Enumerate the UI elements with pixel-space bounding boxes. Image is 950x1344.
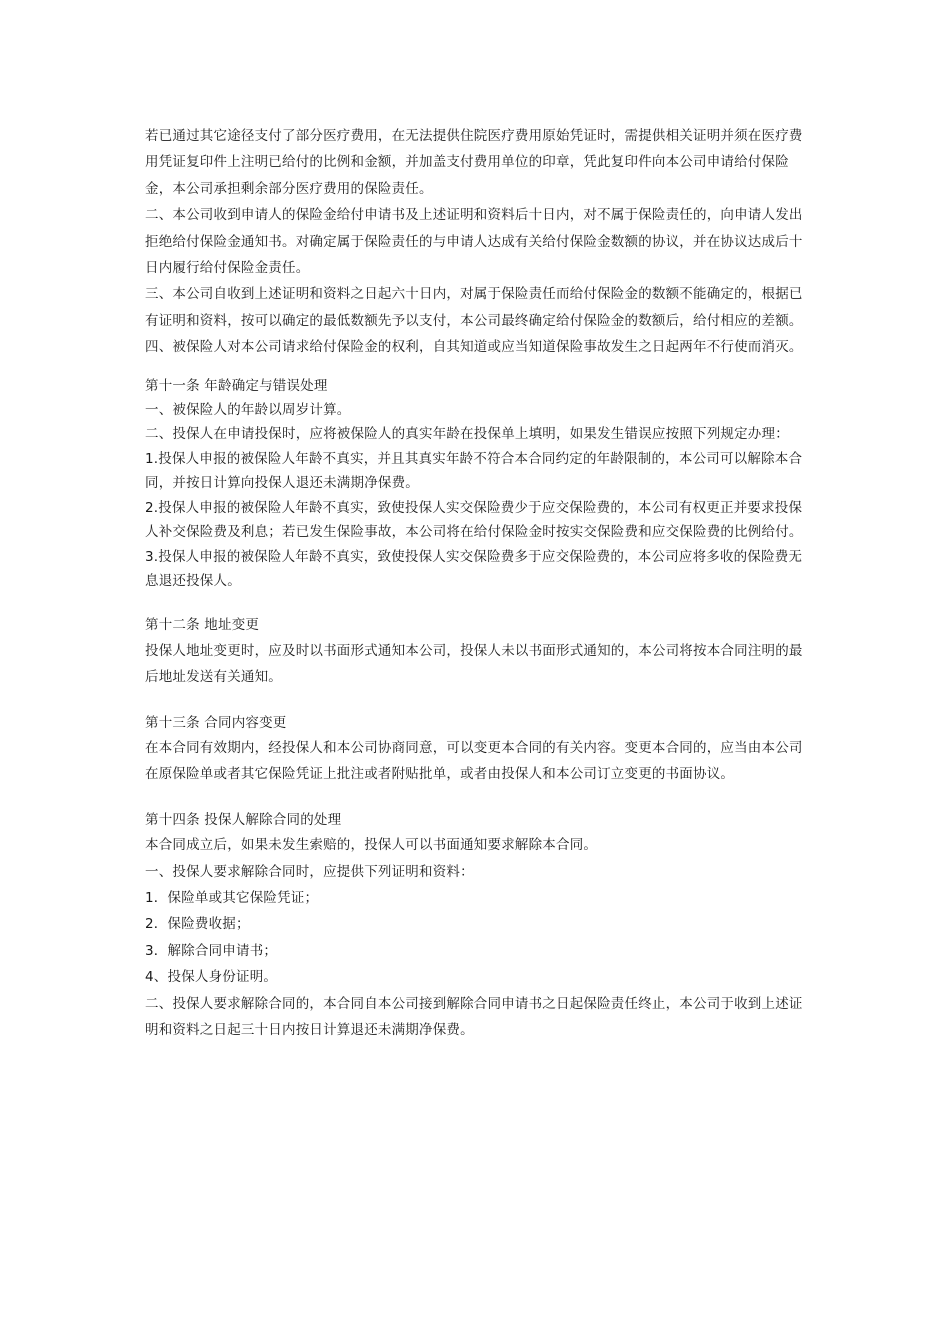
clause14-item-two: 2．保险费收据； bbox=[145, 916, 250, 933]
clause10-paragraph-three: 三、本公司自收到上述证明和资料之日起六十日内，对属于保险责任而给付保险金的数额不能确定的，根据已有证明和资料，按可以确定的最低数额先予以支付，本公司最终确定给付保险金的数额后，给付相应的差额。 bbox=[145, 286, 803, 329]
clause13-heading: 第十三条 合同内容变更 bbox=[145, 714, 287, 731]
document-page bbox=[145, 123, 815, 1043]
clause10-paragraph-two: 二、本公司收到申请人的保险金给付申请书及上述证明和资料后十日内，对不属于保险责任的，向申请人发出拒绝给付保险金通知书。对确定属于保险责任的与申请人达成有关给付保险金数额的协议，并在协议达成后十日内履行给付保险金责任。 bbox=[145, 207, 803, 277]
section-spacer bbox=[145, 788, 815, 808]
clause10-paragraph-medical-copy: 若已通过其它途径支付了部分医疗费用，在无法提供住院医疗费用原始凭证时，需提供相关证明并须在医疗费用凭证复印件上注明已给付的比例和金额，并加盖支付费用单位的印章，凭此复印件向本公司申请给付保险金，本公司承担剩余部分医疗费用的保险责任。 bbox=[145, 128, 803, 197]
clause11-paragraph-two: 二、投保人在申请投保时，应将被保险人的真实年龄在投保单上填明，如果发生错误应按照下列规定办理： bbox=[145, 426, 789, 443]
section-spacer bbox=[145, 691, 815, 711]
clause12-heading: 第十二条 地址变更 bbox=[145, 617, 260, 634]
clause11-item-three: 3.投保人申报的被保险人年龄不真实，致使投保人实交保险费多于应交保险费的，本公司应将多收的保险费无息退还投保人。 bbox=[145, 548, 803, 589]
clause14-paragraph-two: 二、投保人要求解除合同的，本合同自本公司接到解除合同申请书之日起保险责任终止，本公司于收到上述证明和资料之日起三十日内按日计算退还未满期净保费。 bbox=[145, 995, 803, 1038]
clause12-paragraph: 投保人地址变更时，应及时以书面形式通知本公司，投保人未以书面形式通知的，本公司将按本合同注明的最后地址发送有关通知。 bbox=[145, 642, 803, 686]
clause11-heading: 第十一条 年龄确定与错误处理 bbox=[145, 377, 328, 394]
clause14-item-three: 3．解除合同申请书； bbox=[145, 942, 278, 959]
clause13-paragraph: 在本合同有效期内，经投保人和本公司协商同意，可以变更本合同的有关内容。变更本合同的，应当由本公司在原保险单或者其它保险凭证上批注或者附贴批单，或者由投保人和本公司订立变更的书面协议。 bbox=[145, 739, 803, 783]
clause14-item-four: 4、投保人身份证明。 bbox=[145, 969, 278, 986]
section-spacer bbox=[145, 593, 815, 613]
clause10-paragraph-four: 四、被保险人对本公司请求给付保险金的权利，自其知道或应当知道保险事故发生之日起两年不行使而消灭。 bbox=[145, 339, 803, 356]
clause11-paragraph-one: 一、被保险人的年龄以周岁计算。 bbox=[145, 402, 351, 419]
clause14-item-one: 1．保险单或其它保险凭证； bbox=[145, 889, 319, 906]
clause11-item-one: 1.投保人申报的被保险人年龄不真实，并且其真实年龄不符合本合同约定的年龄限制的，本公司可以解除本合同，并按日计算向投保人退还未满期净保费。 bbox=[145, 450, 803, 492]
clause11-item-two: 2.投保人申报的被保险人年龄不真实，致使投保人实交保险费少于应交保险费的，本公司有权更正并要求投保人补交保险费及利息；若已发生保险事故，本公司将在给付保险金时按实交保险费和应交保险费的比例给付。 bbox=[145, 499, 803, 541]
clause14-paragraph-one: 一、投保人要求解除合同时，应提供下列证明和资料： bbox=[145, 863, 474, 880]
section-spacer bbox=[145, 361, 815, 374]
clause14-heading: 第十四条 投保人解除合同的处理 bbox=[145, 811, 342, 828]
clause14-intro: 本合同成立后，如果未发生索赔的，投保人可以书面通知要求解除本合同。 bbox=[145, 837, 598, 854]
